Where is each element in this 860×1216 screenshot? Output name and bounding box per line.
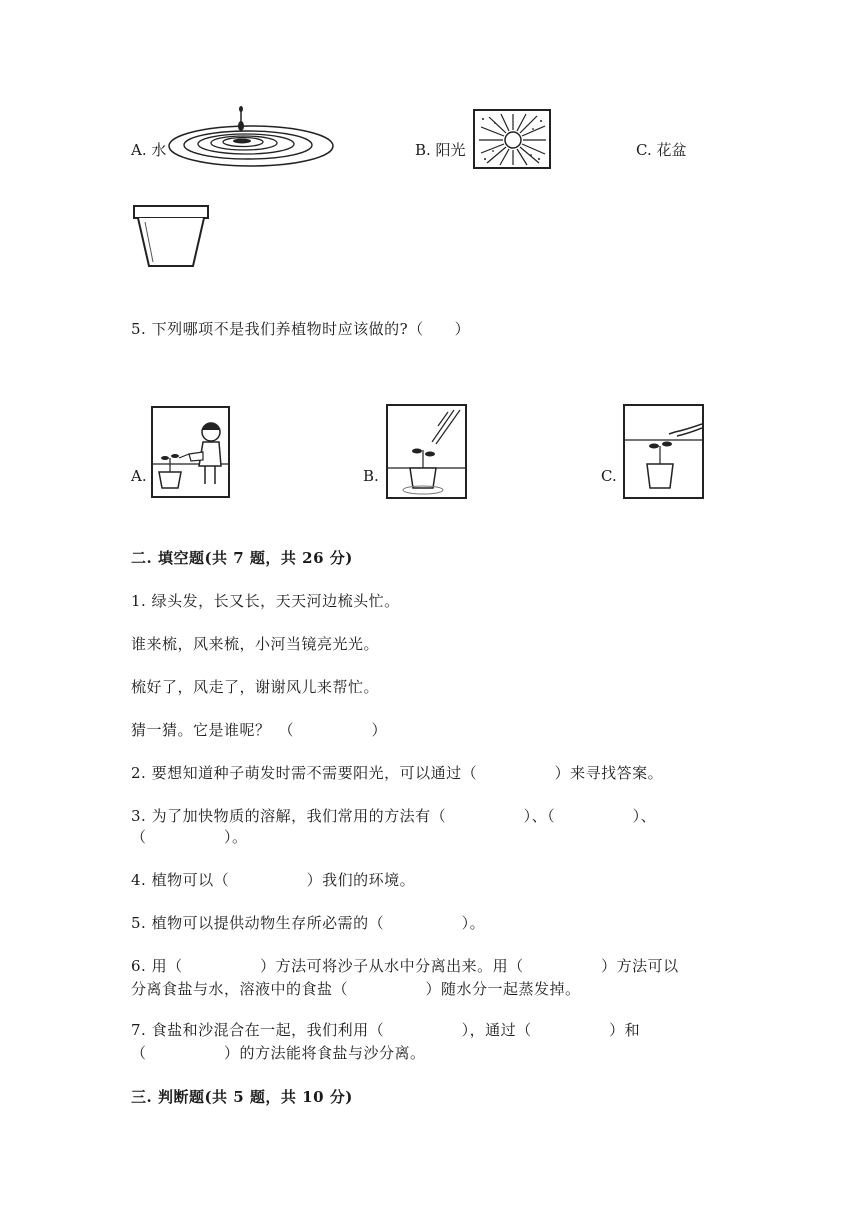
option-a-water: A. 水 <box>131 141 167 159</box>
watering-plant-picture <box>151 406 230 498</box>
fill-item: 2. 要想知道种子萌发时需不需要阳光，可以通过（ ）来寻找答案。 <box>131 764 664 782</box>
section-3-title: 三. 判断题(共 5 题，共 10 分) <box>131 1088 353 1106</box>
fill-item: 谁来梳，风来梳，小河当镜亮光光。 <box>131 635 380 653</box>
fill-item: 分离食盐与水，溶液中的食盐（ ）随水分一起蒸发掉。 <box>131 980 581 998</box>
fill-item: 6. 用（ ）方法可将沙子从水中分离出来。用（ ）方法可以 <box>131 957 679 975</box>
option-c-flowerpot: C. 花盆 <box>636 141 687 159</box>
fill-item: 3. 为了加快物质的溶解，我们常用的方法有（ ）、（ ）、 <box>131 807 657 825</box>
fill-item: （ ）。 <box>131 828 248 846</box>
hand-picking-plant-picture <box>623 404 704 499</box>
fill-item: 猜一猜。它是谁呢？ （ ） <box>131 721 388 739</box>
question-5-text: 5. 下列哪项不是我们养植物时应该做的?（ ） <box>131 320 471 338</box>
fill-item: 4. 植物可以（ ）我们的环境。 <box>131 871 416 889</box>
fill-item: 梳好了，风走了，谢谢风儿来帮忙。 <box>131 678 380 696</box>
fill-item: 1. 绿头发，长又长，天天河边梳头忙。 <box>131 592 400 610</box>
water-ripple-icon <box>168 104 338 174</box>
flowerpot-icon <box>131 202 211 272</box>
option-b-sunlight: B. 阳光 <box>415 141 466 159</box>
section-2-title: 二. 填空题(共 7 题，共 26 分) <box>131 549 353 567</box>
sun-icon <box>473 109 551 169</box>
q5-option-c-label: C. <box>601 467 617 485</box>
fill-item: 7. 食盐和沙混合在一起，我们利用（ ），通过（ ）和 <box>131 1021 641 1039</box>
fill-item: （ ）的方法能将食盐与沙分离。 <box>131 1044 426 1062</box>
q5-option-a-label: A. <box>131 467 147 485</box>
q5-option-b-label: B. <box>363 467 379 485</box>
sunlit-plant-picture <box>386 404 467 499</box>
fill-item: 5. 植物可以提供动物生存所必需的（ ）。 <box>131 914 486 932</box>
